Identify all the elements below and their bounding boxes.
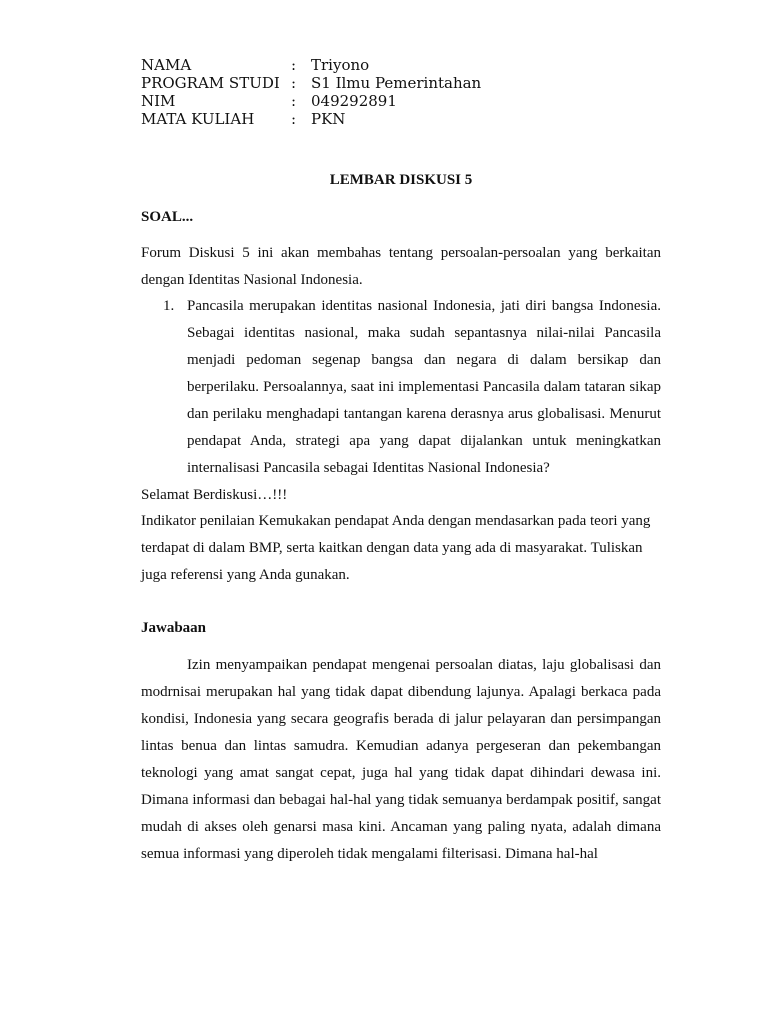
intro-paragraph: Forum Diskusi 5 ini akan membahas tentang persoalan-persoalan yang berkaitan dengan Identitas Nasional Indonesia. <box>141 245 661 288</box>
info-separator: : <box>291 74 297 92</box>
info-separator: : <box>291 92 297 110</box>
info-row-nim <box>141 92 621 110</box>
indicator-paragraph: Indikator penilaian Kemukakan pendapat Anda dengan mendasarkan pada teori yang terdapat di dalam BMP, serta kaitkan dengan data yang ada di masyarakat. Tuliskan juga referensi yang Anda gunakan. <box>141 513 651 583</box>
list-item <box>141 293 661 482</box>
info-label: NIM <box>141 92 176 110</box>
info-value: PKN <box>311 110 346 128</box>
closing-line: Selamat Berdiskusi…!!! <box>141 487 288 503</box>
info-label: NAMA <box>141 56 192 74</box>
student-info-block <box>141 56 621 128</box>
answer-heading: Jawabaan <box>141 620 207 636</box>
answer-paragraph: Izin menyampaikan pendapat mengenai persoalan diatas, laju globalisasi dan modrnisai merupakan hal yang tidak dapat dibendung lajunya. Apalagi berkaca pada kondisi, Indonesia yang secara geografis berada di jalur pelayaran dan persimpangan lintas benua dan lintas samudra. Kemudian adanya pergeseran dan pekembangan teknologi yang amat sangat cepat, juga hal yang tidak dapat dihindari dewasa ini. Dimana informasi dan bebagai hal-hal yang tidak semuanya berdampak positif, sangat mudah di akses oleh genarsi masa kini. Ancaman yang paling nyata, adalah dimana semua informasi yang diperoleh tidak mengalami filterisasi. Dimana hal-hal <box>141 657 661 862</box>
info-separator: : <box>291 56 297 74</box>
info-separator: : <box>291 110 297 128</box>
question-text: Pancasila merupakan identitas nasional Indonesia, jati diri bangsa Indonesia. Sebagai identitas nasional, maka sudah sepantasnya nilai-nilai Pancasila menjadi pedoman segenap bangsa dan negara di dalam bersikap dan berperilaku. Persoalannya, saat ini implementasi Pancasila dalam tataran sikap dan perilaku menghadapi tantangan karena derasnya arus globalisasi. Menurut pendapat Anda, strategi apa yang dapat dijalankan untuk meningkatkan internalisasi Pancasila sebagai Identitas Nasional Indonesia? <box>187 298 661 476</box>
info-row-name <box>141 56 621 74</box>
info-row-course <box>141 110 621 128</box>
question-number: 1. <box>163 298 175 314</box>
document-title: LEMBAR DISKUSI 5 <box>329 172 473 188</box>
question-list <box>141 293 661 482</box>
info-label: MATA KULIAH <box>141 110 255 128</box>
info-value: S1 Ilmu Pemerintahan <box>311 74 482 92</box>
info-label: PROGRAM STUDI <box>141 74 280 92</box>
info-value: 049292891 <box>311 92 397 110</box>
question-heading: SOAL... <box>141 209 194 225</box>
info-row-program <box>141 74 621 92</box>
info-value: Triyono <box>311 56 370 74</box>
